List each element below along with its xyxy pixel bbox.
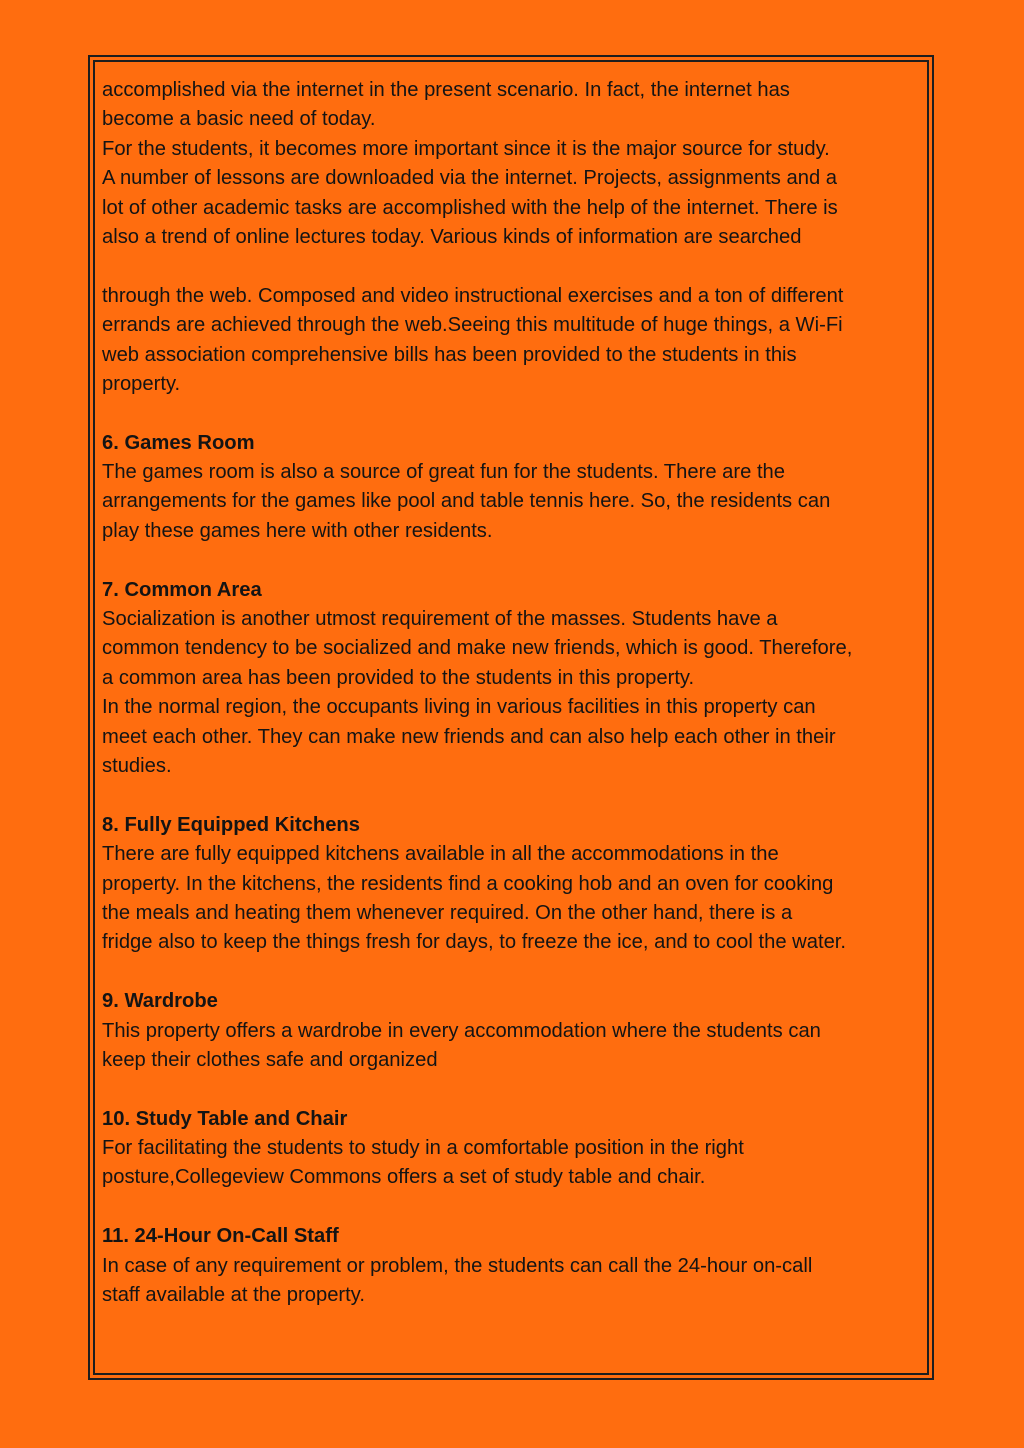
section-kitchens <box>102 811 932 958</box>
text-line: property. In the kitchens, the residents find a cooking hob and an oven for cooking <box>102 872 834 895</box>
spacer <box>102 958 932 987</box>
text-line: For the students, it becomes more important since it is the major source for study. <box>102 137 830 160</box>
text-line: play these games here with other residents. <box>102 519 493 542</box>
text-line: property. <box>102 372 181 395</box>
section-wardrobe <box>102 987 932 1075</box>
text-line: through the web. Composed and video instructional exercises and a ton of different <box>102 284 844 307</box>
intro-paragraph <box>102 76 932 252</box>
text-line: arrangements for the games like pool and table tennis here. So, the residents can <box>102 490 831 513</box>
text-line: a common area has been provided to the students in this property. <box>102 666 695 689</box>
text-line: become a basic need of today. <box>102 108 376 131</box>
section-heading: 11. 24-Hour On-Call Staff <box>102 1225 339 1248</box>
text-line: studies. <box>102 754 172 777</box>
section-heading: 9. Wardrobe <box>102 990 218 1013</box>
text-line: errands are achieved through the web.Seeing this multitude of huge things, a Wi-Fi <box>102 314 843 337</box>
text-line: In case of any requirement or problem, the students can call the 24-hour on-call <box>102 1254 813 1277</box>
section-heading: 10. Study Table and Chair <box>102 1107 348 1130</box>
spacer <box>102 1193 932 1222</box>
text-line: lot of other academic tasks are accomplished with the help of the internet. There is <box>102 196 838 219</box>
text-line: In the normal region, the occupants living in various facilities in this property can <box>102 696 816 719</box>
section-heading: 7. Common Area <box>102 578 262 601</box>
spacer <box>102 546 932 575</box>
text-line: accomplished via the internet in the present scenario. In fact, the internet has <box>102 79 790 101</box>
text-line: common tendency to be socialized and make new friends, which is good. Therefore, <box>102 637 853 660</box>
text-line: This property offers a wardrobe in every accommodation where the students can <box>102 1019 821 1042</box>
text-line: There are fully equipped kitchens available in all the accommodations in the <box>102 843 779 866</box>
spacer <box>102 399 932 428</box>
section-heading: 6. Games Room <box>102 431 255 454</box>
text-line: web association comprehensive bills has been provided to the students in this <box>102 343 797 366</box>
section-study-table <box>102 1105 932 1193</box>
spacer <box>102 252 932 281</box>
spacer <box>102 1075 932 1104</box>
text-line: The games room is also a source of great fun for the students. There are the <box>102 461 786 484</box>
text-line: For facilitating the students to study in a comfortable position in the right <box>102 1137 744 1160</box>
section-games-room <box>102 429 932 547</box>
text-line: keep their clothes safe and organized <box>102 1048 438 1071</box>
text-line: staff available at the property. <box>102 1284 365 1307</box>
text-line: meet each other. They can make new friends and can also help each other in their <box>102 725 836 748</box>
text-line: Socialization is another utmost requirement of the masses. Students have a <box>102 608 778 631</box>
spacer <box>102 781 932 810</box>
document-body <box>102 76 932 1310</box>
text-line: fridge also to keep the things fresh for days, to freeze the ice, and to cool the water. <box>102 931 847 954</box>
text-line: posture,Collegeview Commons offers a set of study table and chair. <box>102 1166 706 1189</box>
text-line: A number of lessons are downloaded via the internet. Projects, assignments and a <box>102 167 838 190</box>
section-on-call-staff <box>102 1222 932 1310</box>
wifi-paragraph <box>102 282 932 400</box>
text-line: the meals and heating them whenever required. On the other hand, there is a <box>102 901 793 924</box>
text-line: also a trend of online lectures today. Various kinds of information are searched <box>102 225 802 248</box>
section-common-area <box>102 576 932 782</box>
section-heading: 8. Fully Equipped Kitchens <box>102 813 360 836</box>
